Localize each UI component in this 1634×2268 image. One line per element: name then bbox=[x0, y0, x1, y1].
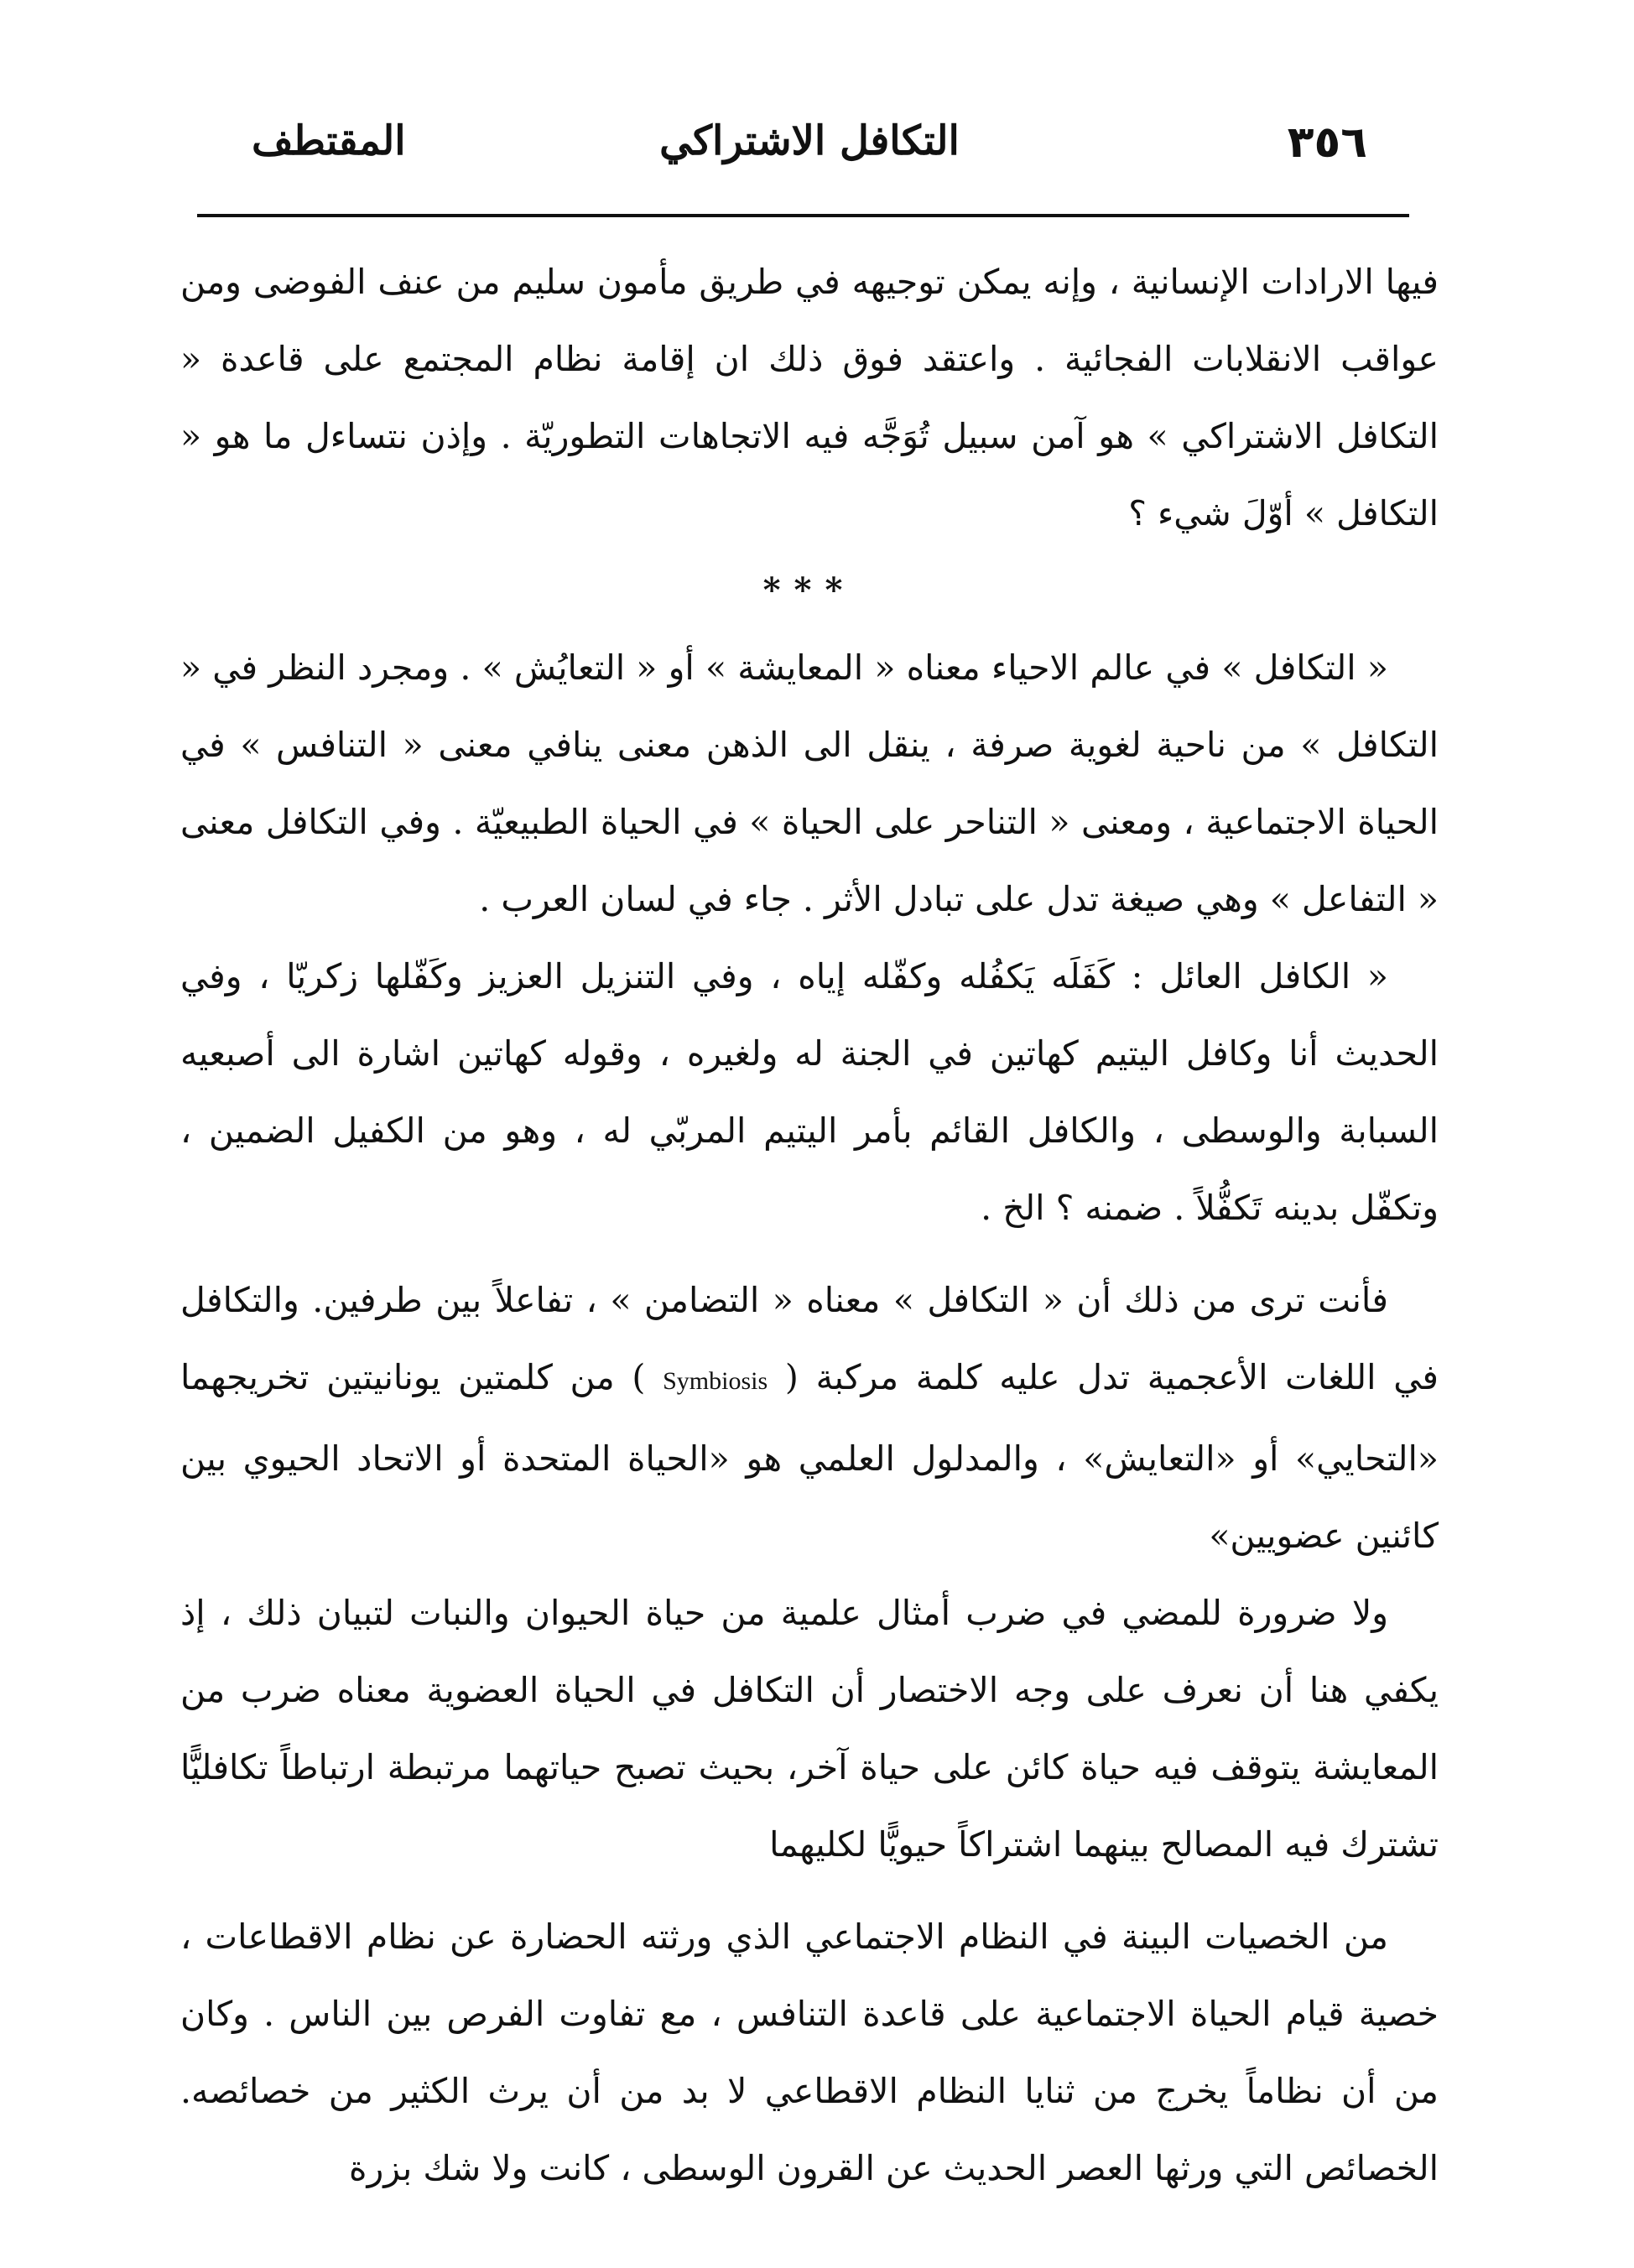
paragraph-4-part-2: ) من كلمتين يونانيتين تخريجهما «التحايي» أو «التعايش» ، والمدلول العلمي هو «الحياة المتحدة أو الاتحاد الحيوي بين كائنين عضويين» bbox=[180, 1357, 1439, 1556]
header-divider bbox=[197, 214, 1409, 217]
page-header bbox=[252, 117, 1367, 185]
running-title: التكافل الاشتراكي bbox=[659, 117, 960, 164]
paragraph-2: « التكافل » في عالم الاحياء معناه « المعايشة » أو « التعايُش » . ومجرد النظر في « التكافل » من ناحية لغوية صرفة ، ينقل الى الذهن معنى ينافي معنى « التنافس » في الحياة الاجتماعية ، ومعنى « التناحر على الحياة » في الحياة الطبيعيّة . وفي التكافل معنى « التفاعل » وهي صيغة تدل على تبادل الأثر . جاء في لسان العرب . bbox=[180, 648, 1439, 919]
paragraph-3: « الكافل العائل : كَفَلَه يَكفُله وكفّله إياه ، وفي التنزيل العزيز وكَفّلها زكريّا ، وفي الحديث أنا وكافل اليتيم كهاتين في الجنة له ولغيره ، وقوله كهاتين اشارة الى أصبعيه السبابة والوسطى ، والكافل القائم بأمر اليتيم المربّي له ، وهو من الكفيل الضمين ، وتكفّل بدينه تَكفُّلاً . ضمنه ؟ الخ . bbox=[180, 956, 1439, 1228]
paragraph-6: من الخصيات البينة في النظام الاجتماعي الذي ورثته الحضارة عن نظام الاقطاعات ، خصية قيام الحياة الاجتماعية على قاعدة التنافس ، مع تفاوت الفرص بين الناس . وكان من أن نظاماً يخرج من ثنايا النظام الاقطاعي لا بد من أن يرث الكثير من خصائصه. الخصائص التي ورثها العصر الحديث عن القرون الوسطى ، كانت ولا شك بزرة bbox=[180, 1917, 1439, 2188]
latin-term: Symbiosis bbox=[663, 1367, 768, 1395]
article-body bbox=[180, 243, 1439, 2207]
page-number: ٣٥٦ bbox=[1287, 117, 1367, 168]
paragraph-4 bbox=[180, 1261, 1439, 1574]
paragraph-5: ولا ضرورة للمضي في ضرب أمثال علمية من حياة الحيوان والنبات لتبيان ذلك ، إذ يكفي هنا أن نعرف على وجه الاختصار أن التكافل في الحياة العضوية معناه ضرب من المعايشة يتوقف فيه حياة كائن على حياة آخر، بحيث تصبح حياتهما مرتبطة ارتباطاً تكافليًّا تشترك فيه المصالح بينهما اشتراكاً حيويًّا لكليهما bbox=[180, 1593, 1439, 1865]
journal-name: المقتطف bbox=[252, 117, 406, 164]
paragraph-1: فيها الارادات الإنسانية ، وإنه يمكن توجيهه في طريق مأمون سليم من عنف الفوضى ومن عواقب الانقلابات الفجائية . واعتقد فوق ذلك ان إقامة نظام المجتمع على قاعدة « التكافل الاشتراكي » هو آمن سبيل تُوَجَّه فيه الاتجاهات التطوريّة . وإذن نتساءل ما هو « التكافل » أوّلَ شيء ؟ bbox=[180, 262, 1439, 533]
section-separator: *** bbox=[762, 570, 856, 610]
paragraph-4-part-1: فأنت ترى من ذلك أن « التكافل » معناه « التضامن » ، تفاعلاً بين طرفين. والتكافل في اللغات الأعجمية تدل عليه كلمة مركبة ( bbox=[180, 1280, 1439, 1397]
